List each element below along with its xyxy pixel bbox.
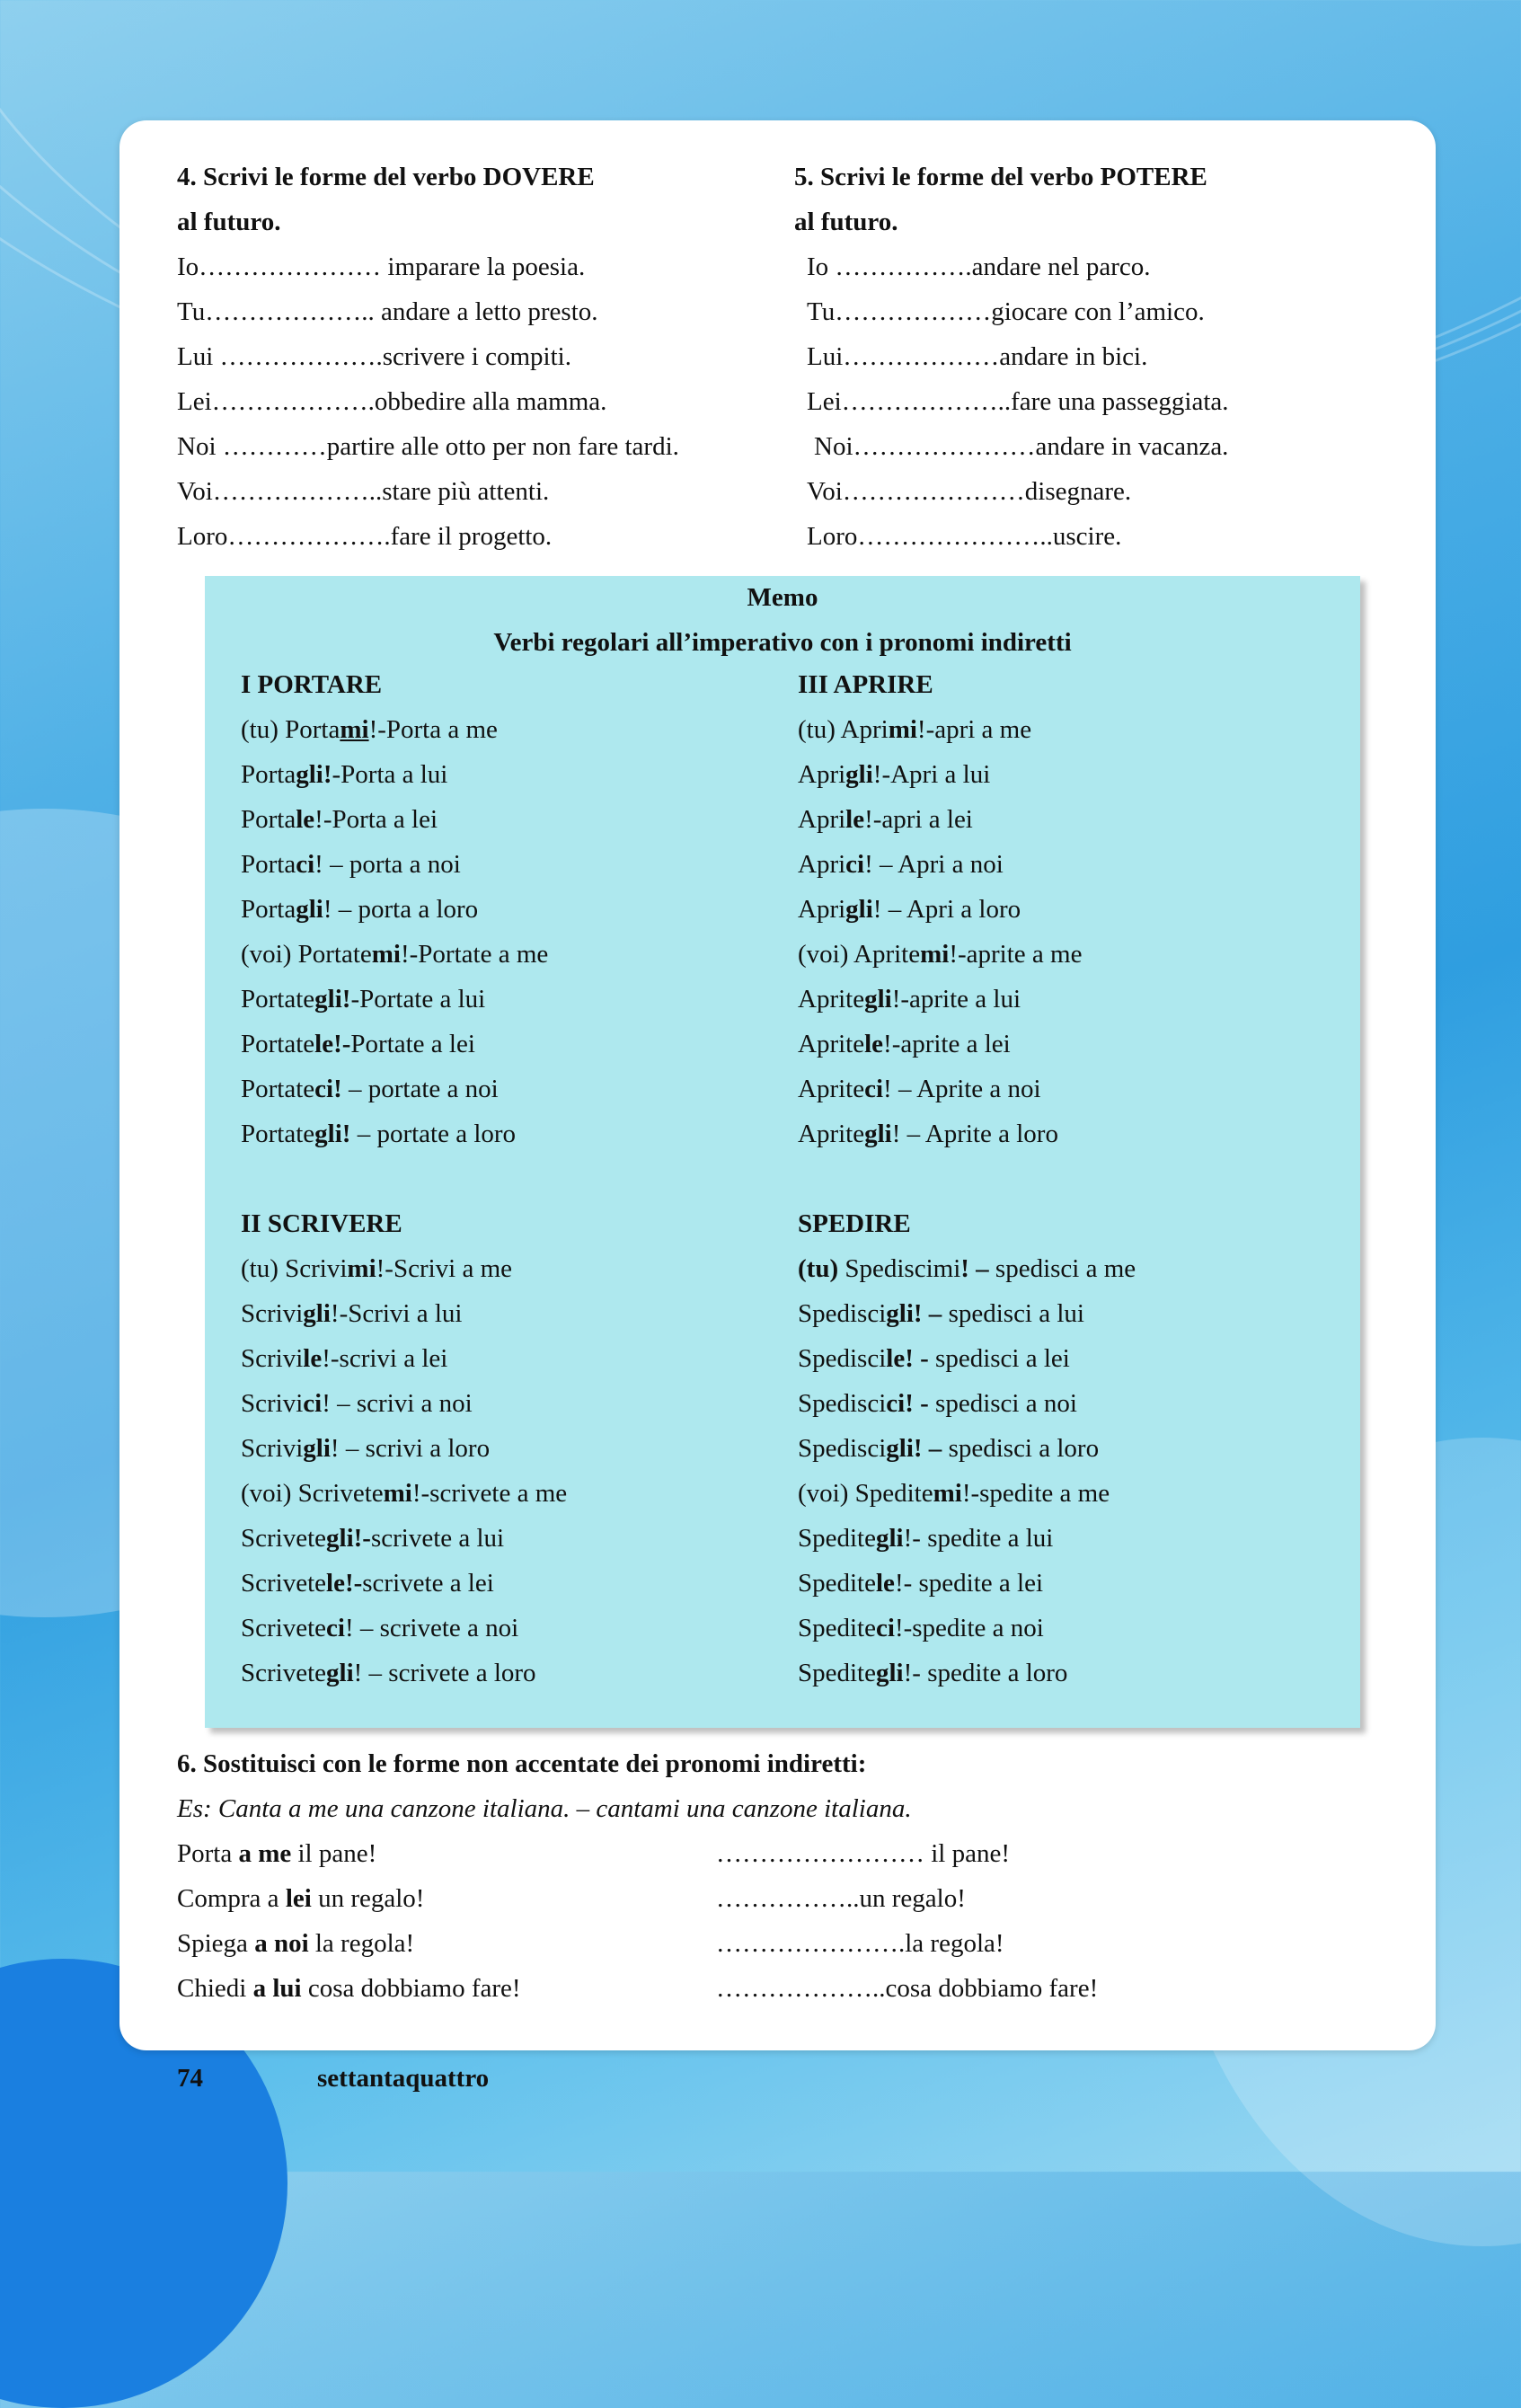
memo-row [798,1561,1136,1606]
exercise-row [177,1966,1255,2011]
text-segment: Apri [798,895,846,924]
text-segment: a lui [252,1974,302,2003]
text-segment: mi [340,715,369,744]
text-segment: Scrivi [241,1389,304,1418]
text-segment: !-Scrivi a me [376,1254,513,1283]
text-segment: Scrivete [241,1659,327,1687]
text-segment: !-Porta a lei [314,805,438,834]
exercise-line: Voi…………………disegnare. [807,477,1132,506]
text-segment: Apri [798,760,846,789]
text-segment: ci [296,850,315,879]
memo-row [241,1516,567,1561]
text-segment: (tu) [798,1254,839,1283]
memo-title: Memo [747,583,818,612]
memo-row [798,1606,1136,1651]
text-segment: Scrivete [241,1524,327,1553]
text-segment: (voi) Scrivete [241,1479,384,1508]
text-segment: ci! - [886,1389,929,1418]
text-segment: (voi) Aprite [798,940,921,969]
memo-row [241,887,548,932]
text-segment: !-spedite a noi [894,1614,1044,1642]
text-segment: ci [326,1614,345,1642]
memo-row [241,1381,567,1426]
exercise-5-title: 5. Scrivi le forme del verbo POTERE [794,163,1207,191]
memo-row [798,1381,1136,1426]
exercise-line: Loro…………………..uscire. [807,522,1122,551]
text-segment: (tu) Apri [798,715,889,744]
text-segment: Aprite [798,1075,865,1103]
text-segment: gli! [314,1120,351,1148]
text-segment: Spedite [798,1569,876,1598]
text-segment: mi [347,1254,376,1283]
text-segment: gli [876,1524,904,1553]
exercise-row [177,1831,1255,1876]
text-segment: Porta [241,850,296,879]
text-segment: le!- [314,1030,351,1058]
row-answer-blank: ………………….la regola! [716,1929,1004,1958]
group-spedire [798,1201,1136,1695]
memo-row [241,842,548,887]
text-segment: il pane! [291,1839,377,1868]
text-segment: ! – scrivete a noi [344,1614,519,1642]
text-segment: !-apri a lei [864,805,973,834]
text-segment: !-Porta a me [368,715,498,744]
exercise-6-title: 6. Sostituisci con le forme non accentate dei pronomi indiretti: [177,1749,867,1778]
text-segment: Porta [241,760,296,789]
text-segment: Porta [241,805,296,834]
memo-row [241,797,548,842]
text-segment: ! – Aprite a loro [891,1120,1058,1148]
text-segment: un regalo! [311,1884,425,1913]
text-segment: ci [876,1614,895,1642]
text-segment: la regola! [308,1929,415,1958]
memo-row [241,1651,567,1695]
text-segment: gli! – [886,1299,942,1328]
page-number: 74 [177,2064,203,2093]
text-segment: ci [864,1075,884,1103]
group-heading: I PORTARE [241,670,383,699]
text-segment: spedisci a lui [942,1299,1084,1328]
memo-row [241,1291,567,1336]
text-segment: !-apri a me [916,715,1032,744]
memo-row [798,1471,1136,1516]
memo-row [241,1067,548,1111]
exercise-line: Tu………………giocare con l’amico. [807,297,1205,326]
text-segment: Scrivi [241,1344,304,1373]
group-aprire [798,662,1082,1156]
page-word: settantaquattro [317,2064,490,2093]
text-segment: Chiedi [177,1974,253,2003]
text-segment: Spedisci [798,1299,887,1328]
text-segment: le [296,805,315,834]
group-scrivere [241,1201,567,1695]
memo-box [205,576,1360,1728]
text-segment: gli [845,895,873,924]
exercise-line: Lei……………….obbedire alla mamma. [177,387,607,416]
text-segment: !- spedite a loro [903,1659,1068,1687]
text-segment: le [845,805,865,834]
memo-row [798,932,1082,977]
row-prompt [177,1839,376,1868]
text-segment: (voi) Spedite [798,1479,933,1508]
memo-row [798,1022,1082,1067]
text-segment: ! – scrivete a loro [353,1659,536,1687]
text-segment: !-scrivete a me [411,1479,568,1508]
text-segment: le [876,1569,895,1598]
exercise-line: Lei………………..fare una passeggiata. [807,387,1229,416]
memo-row [241,1022,548,1067]
memo-row [798,1246,1136,1291]
row-prompt [177,1974,521,2003]
text-segment: !-Scrivi a lui [330,1299,463,1328]
memo-row [798,1336,1136,1381]
row-answer-blank: ……………..un regalo! [716,1884,966,1913]
text-segment: gli!- [326,1524,371,1553]
text-segment: !-aprite a me [949,940,1083,969]
exercise-line: Tu……………….. andare a letto presto. [177,297,598,326]
memo-row [241,1246,567,1291]
exercise-4 [177,155,679,559]
group-portare [241,662,548,1156]
text-segment: Spiega [177,1929,255,1958]
text-segment: spedisci a loro [942,1434,1100,1463]
exercise-line: Io …………….andare nel parco. [807,252,1151,281]
memo-row [241,752,548,797]
text-segment: Aprite [798,1030,865,1058]
row-prompt [177,1884,424,1913]
text-segment: -Portate a lui [350,985,486,1014]
text-segment: !-spedite a me [961,1479,1110,1508]
text-segment: ! – scrivi a loro [330,1434,491,1463]
text-segment: Spedisci [798,1344,887,1373]
text-segment: mi [933,1479,962,1508]
text-segment: scrivete a lui [370,1524,505,1553]
text-segment: (tu) Porta [241,715,340,744]
text-segment: scrivete a lei [362,1569,494,1598]
memo-row [241,707,548,752]
text-segment: Apri [798,805,846,834]
text-segment: le!- [326,1569,363,1598]
exercise-5 [794,155,1229,559]
text-segment: !-Apri a lui [872,760,991,789]
text-segment: cosa dobbiamo fare! [301,1974,521,2003]
memo-row [798,1426,1136,1471]
row-answer-blank: ………………..cosa dobbiamo fare! [716,1974,1099,2003]
group-heading: II SCRIVERE [241,1209,402,1238]
text-segment: !- spedite a lei [894,1569,1044,1598]
text-segment: spedisci a noi [928,1389,1077,1418]
exercise-line: Noi …………partire alle otto per non fare tardi. [177,432,679,461]
text-segment: gli! [296,760,332,789]
text-segment: ci [845,850,865,879]
text-segment: – portate a noi [341,1075,499,1103]
row-prompt [177,1929,414,1958]
memo-row [798,1516,1136,1561]
memo-row [798,752,1082,797]
text-segment: ! – Apri a loro [872,895,1021,924]
text-segment: le [303,1344,323,1373]
memo-row [798,1651,1136,1695]
text-segment: gli! [314,985,351,1014]
exercise-line: Lui………………andare in bici. [807,342,1148,371]
exercise-line: Lui ……………….scrivere i compiti. [177,342,571,371]
memo-row [241,1426,567,1471]
group-heading: SPEDIRE [798,1209,911,1238]
exercise-5-title-cont: al futuro. [794,208,898,236]
text-segment: Portate [241,1075,315,1103]
text-segment: mi [888,715,917,744]
text-segment: a me [238,1839,292,1868]
text-segment: !-scrivi a lei [322,1344,448,1373]
memo-row [798,842,1082,887]
text-segment: Portate a lei [350,1030,475,1058]
memo-row [241,1111,548,1156]
exercise-line: Io………………… imparare la poesia. [177,252,586,281]
text-segment: ! – [960,1254,989,1283]
memo-row [798,1067,1082,1111]
text-segment: ci [303,1389,323,1418]
text-segment: Scrivete [241,1569,327,1598]
memo-row [798,797,1082,842]
text-segment: gli [303,1434,331,1463]
memo-subtitle: Verbi regolari all’imperativo con i pronomi indiretti [493,628,1072,657]
exercise-4-title-cont: al futuro. [177,208,281,236]
text-segment: mi [371,940,401,969]
text-segment: gli [326,1659,354,1687]
text-segment: !-Portate a me [400,940,549,969]
memo-row [241,1336,567,1381]
text-segment: le! - [886,1344,929,1373]
group-heading: III APRIRE [798,670,933,699]
exercise-6-example: Es: Canta a me una canzone italiana. – cantami una canzone italiana. [177,1794,912,1823]
text-segment: mi [383,1479,412,1508]
exercise-6 [177,1741,1255,2011]
text-segment: Spediscimi [838,1254,961,1283]
memo-row [241,932,548,977]
exercise-row [177,1876,1255,1921]
exercise-line: Voi………………..stare più attenti. [177,477,550,506]
text-segment: gli [876,1659,904,1687]
text-segment: Scrivete [241,1614,327,1642]
memo-row [241,977,548,1022]
text-segment: !-aprite a lui [891,985,1021,1014]
memo-row [798,977,1082,1022]
text-segment: (voi) Portate [241,940,372,969]
memo-row [798,1111,1082,1156]
text-segment: – portate a loro [350,1120,517,1148]
text-segment: Aprite [798,1120,865,1148]
exercise-4-title: 4. Scrivi le forme del verbo DOVERE [177,163,595,191]
memo-row [798,1291,1136,1336]
text-segment: Portate [241,1030,315,1058]
exercise-row [177,1921,1255,1966]
memo-row [798,707,1082,752]
text-segment: a noi [254,1929,309,1958]
text-segment: spedisci a me [988,1254,1136,1283]
text-segment: ! – Aprite a noi [883,1075,1041,1103]
text-segment: ! – porta a noi [314,850,461,879]
text-segment: Spedite [798,1524,876,1553]
text-segment: Portate [241,985,315,1014]
text-segment: ! – scrivi a noi [322,1389,473,1418]
text-segment: !-aprite a lei [883,1030,1011,1058]
text-segment: lei [285,1884,312,1913]
memo-row [241,1606,567,1651]
text-segment: Spedite [798,1614,876,1642]
text-segment: gli! – [886,1434,942,1463]
text-segment: le [864,1030,884,1058]
text-segment: ci! [314,1075,342,1103]
text-segment: Aprite [798,985,865,1014]
text-segment: gli [845,760,873,789]
text-segment: gli [864,985,892,1014]
memo-row [241,1561,567,1606]
text-segment: -Porta a lui [332,760,448,789]
exercise-line: Loro……………….fare il progetto. [177,522,553,551]
text-segment: Porta [177,1839,239,1868]
text-segment: Scrivi [241,1434,304,1463]
text-segment: Spedisci [798,1434,887,1463]
row-answer-blank: …………………… il pane! [716,1839,1011,1868]
text-segment: Apri [798,850,846,879]
text-segment: Spedisci [798,1389,887,1418]
text-segment: Compra a [177,1884,286,1913]
text-segment: Scrivi [241,1299,304,1328]
exercise-line: Noi…………………andare in vacanza. [814,432,1229,461]
memo-row [241,1471,567,1516]
text-segment: spedisci a lei [928,1344,1070,1373]
text-segment: Porta [241,895,296,924]
text-segment: gli [296,895,323,924]
text-segment: mi [920,940,950,969]
text-segment: gli [303,1299,331,1328]
text-segment: Spedite [798,1659,876,1687]
text-segment: gli [864,1120,892,1148]
text-segment: Portate [241,1120,315,1148]
text-segment: !- spedite a lui [903,1524,1054,1553]
text-segment: (tu) Scrivi [241,1254,348,1283]
text-segment: ! – porta a loro [323,895,479,924]
memo-row [798,887,1082,932]
text-segment: ! – Apri a noi [864,850,1004,879]
